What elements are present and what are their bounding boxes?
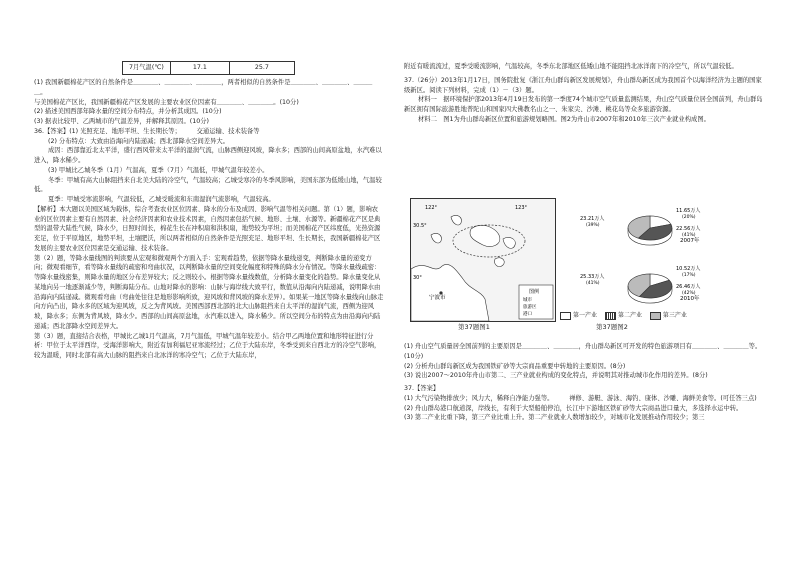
legend-tertiary: 第三产业	[662, 312, 687, 319]
answer-37-1: (1) 大气污染物排放少；风力大，稀释自净能力强等。 禅修、游艇、游泳、海钓、康体、沙雕、海鲜美食等。(可任答三点)	[404, 394, 757, 402]
analysis-2: 第（2）题，等降水量线图的判读要从宏观和微观两个方面入手：宏观看趋势，依据等降水量线递变，判断降水量的递变方向；微观看细节，看等降水量线的疏密和弯曲状况，以判断降水量的空间变化幅度和特殊的降水分布情况。等降水量线疏密：等降水量线密集，则降水量的地区分布差异较大；反之则较小。根据等降水量线数值，分析降水量变化的趋势。降水量变化从某地向另一地逐渐减少等，判断海陆分布。山地对降水的影响：山脉与海岸线大致平行，数值从沿海向内陆递减，说明降水由沿海向内陆递减。微观看弯曲（弯曲处往往是地形影响所致，迎风坡和背风坡的降水差异）。如果某一地区等降水量线向山脉走向方向凸出，降水多的区域为迎风坡，反之为背风坡。美国西部西北部的北大山脉阻挡来自太平洋的湿润气流，西侧为迎风坡，降水多；东侧为背风坡，降水少。西部的山间高原盆地，水汽难以进入，降水稀少。所以空间分布的特点为由沿海向内陆递减；西北部降水空间差异大。	[34, 254, 384, 330]
question-1b: 与美国棉花产区比，我国新疆棉花产区发展的主要农业区位因素有＿＿＿＿、＿＿＿＿。(10分)	[34, 98, 299, 106]
temp-value-1: 17.1	[170, 62, 229, 75]
figure-2-caption: 第37题图2	[596, 323, 628, 331]
material-1: 材料一 据环境保护部2013年4月19日发布的第一季度74个城市空气质量监测结果，舟山空气质量位居全国前列，舟山群岛新区拥有国际旅游胜地普陀山和国家四大佛教名山之一、朱家尖、沙滩、桃花岛等众多旅游资源。	[404, 96, 763, 113]
answer-3-3: 夏季：甲城受寒流影响，气温较低，乙城受暖流和东南湿润气流影响，气温较高。	[48, 196, 275, 203]
question-2: (2) 描述美国西部年降水量的空间分布特点，并分析其成因。(10分)	[34, 108, 222, 116]
answer-37-3: (3) 第二产业比重下降，第三产业比重上升。第二产业就业人数增加较少，对城市化发展推动作用较少；第三	[404, 414, 705, 422]
pie2010-pct-2: (42%)	[682, 291, 696, 296]
zhoushan-map	[411, 199, 555, 321]
pie2010-year-label: 2010年	[680, 296, 700, 302]
pie2007-pct-2: (41%)	[682, 233, 696, 238]
pie2007-label-2: 22.56万人	[676, 226, 701, 232]
legend-primary: 第一产业	[573, 312, 598, 319]
continuation-text: 附近有暖流流过，夏季受暖流影响，气温较高，冬季东北部地区低矮山地不能阻挡北冰洋南下的冷空气，所以气温较低。	[404, 63, 738, 70]
answer-3-1: (3) 甲城比乙城冬季（1月）气温高，夏季（7月）气温低，甲城气温年较差小。	[48, 166, 269, 174]
pie2010-pct-1: (41%)	[586, 281, 600, 286]
pie2007-year-label: 2007年	[680, 238, 700, 244]
city-dot	[439, 291, 442, 294]
question-3: (3) 据表比较甲、乙两城市的气温差异，并解释其原因。(10分)	[34, 118, 209, 125]
map-legend-title: 图例	[529, 289, 540, 295]
question-37-1: (1) 舟山空气质量居全国前列的主要原因是＿＿＿＿、＿＿＿＿，舟山群岛新区可开发的特色旅游项目有＿＿＿＿、＿＿＿＿等。(10分)	[404, 343, 762, 360]
map-figure	[410, 198, 556, 322]
longitude-label-1: 122°	[425, 205, 438, 211]
pie2007-label-0: 11.65万人	[676, 208, 701, 214]
figure-legend	[554, 311, 687, 320]
longitude-label-2: 123°	[515, 205, 528, 211]
answer-37-2: (2) 舟山群岛港口航道深，岸线长，有利于大型船舶停泊，长江中下游地区铁矿砂等大宗商品进口量大，多选择水运中转。	[404, 404, 743, 412]
pie2010-label-0: 10.52万人	[676, 266, 701, 272]
answer-2-2: 成因：西部靠近北太平洋，盛行西风带来太平洋的湿润气流，山脉西侧迎风坡，降水多；西部的山间高原盆地，水汽难以进入，降水稀少。	[34, 147, 382, 164]
employment-figure	[564, 198, 754, 318]
legend-swatch-tertiary	[650, 312, 661, 320]
answer-37-heading: 37.【答案】	[404, 385, 440, 392]
legend-swatch-secondary	[605, 312, 616, 320]
latitude-label-1: 30.5°	[413, 223, 427, 229]
figure-1-caption: 第37题图1	[458, 323, 490, 331]
map-legend-item-tourism: 旅游区	[523, 305, 537, 310]
question-37-2: (2) 分析舟山群岛新区成为我国铁矿砂等大宗商品重要中转地的主要原因。(8分)	[404, 362, 626, 370]
analysis-1: 【解析】本大题以美国区域为载体，综合考查农业区位因素、降水的分布及成因、影响气温等相关问题。第（1）题，影响农业的区位因素主要有自然因素、社会经济因素和农业技术因素，自然因素包括气候、地形、土壤、水源等。新疆棉花产区是典型的温带大陆性气候，降水少，日照时间长，棉花生长在冲积扇和洪积扇，地势较为平坦；而美国棉花产区纬度低，光热资源充足，位于平原地区，地势平坦，土壤肥沃，所以两者相似的自然条件是光照充足、地形平坦、生长期长，我国新疆棉花产区发展的主要农业区位因素是交通运输、技术装备。	[34, 205, 381, 252]
analysis-3: 第（3）题，直接结合表格，甲城比乙城1月气温高，7月气温低，甲城气温年较差小。结合甲乙两地位置和地形特征进行分析：甲位于太平洋西岸，受海洋影响大，附近有加利福尼亚寒流经过；乙位于大陆东岸，冬季受到来自西北方的冷空气影响，较为温暖，同时北部有高大山脉的阻挡来自北冰洋的寒冷空气；乙位于大陆东岸，	[34, 332, 381, 359]
pie-charts	[564, 198, 754, 318]
pie2007-label-1: 23.21万人	[580, 216, 605, 222]
material-2: 材料二 图1为舟山群岛新区位置和旅游规划略图。图2为舟山市2007年和2010年三次产业就业构成图。	[418, 115, 710, 123]
pie2010-label-1: 25.33万人	[580, 274, 605, 280]
map-legend-item-city: 城市	[523, 298, 532, 303]
pie2010-pct-0: (17%)	[682, 273, 696, 278]
latitude-label-2: 30°	[413, 275, 422, 281]
answer-3-2: 冬季：甲城有高大山脉阻挡来自北美大陆的冷空气，气温较高；乙城受寒冷的冬季风影响，美国东部为低缓山地，气温较低。	[34, 176, 382, 194]
pie2007-pct-1: (39%)	[586, 223, 600, 228]
answer-2-1: (2) 分布特点：大致由沿海向内陆递减；西北部降水空间差异大。	[48, 137, 229, 145]
question-37-3: (3) 说出2007～2010年舟山市第二、三产业就业构成的变化特点，并说明其对推动城市化作用的差异。(8分)	[404, 372, 708, 380]
question-37: 37.（26分）2013年1月17日，国务院批复《浙江舟山群岛新区发展规划》，舟山群岛新区成为我国首个以海洋经济为主题的国家级新区。阅读下列材料，完成（1）－（3）题。	[404, 76, 762, 94]
temp-row-label: 7月气温(℃)	[123, 62, 171, 75]
island-south	[495, 258, 505, 267]
answer-heading: 36.【答案】(1) 光照充足、地形平坦、生长期长等； 交通运输、技术装备等	[34, 127, 260, 135]
question-1: (1) 我国新疆棉花产区的自然条件是＿＿＿＿、＿＿＿＿、＿＿＿＿，两者相似的自然条件是＿＿＿＿、＿＿＿＿、＿＿＿＿。	[34, 79, 373, 96]
legend-swatch-primary	[560, 312, 571, 320]
temp-value-2: 25.7	[229, 62, 294, 75]
city-label: 宁波市	[429, 295, 446, 301]
map-legend-item-port: 港口	[523, 312, 532, 317]
legend-secondary: 第二产业	[617, 312, 642, 319]
temperature-table	[122, 61, 295, 75]
pie2010-label-2: 26.46万人	[676, 284, 701, 290]
pie2007-pct-0: (20%)	[682, 215, 696, 220]
